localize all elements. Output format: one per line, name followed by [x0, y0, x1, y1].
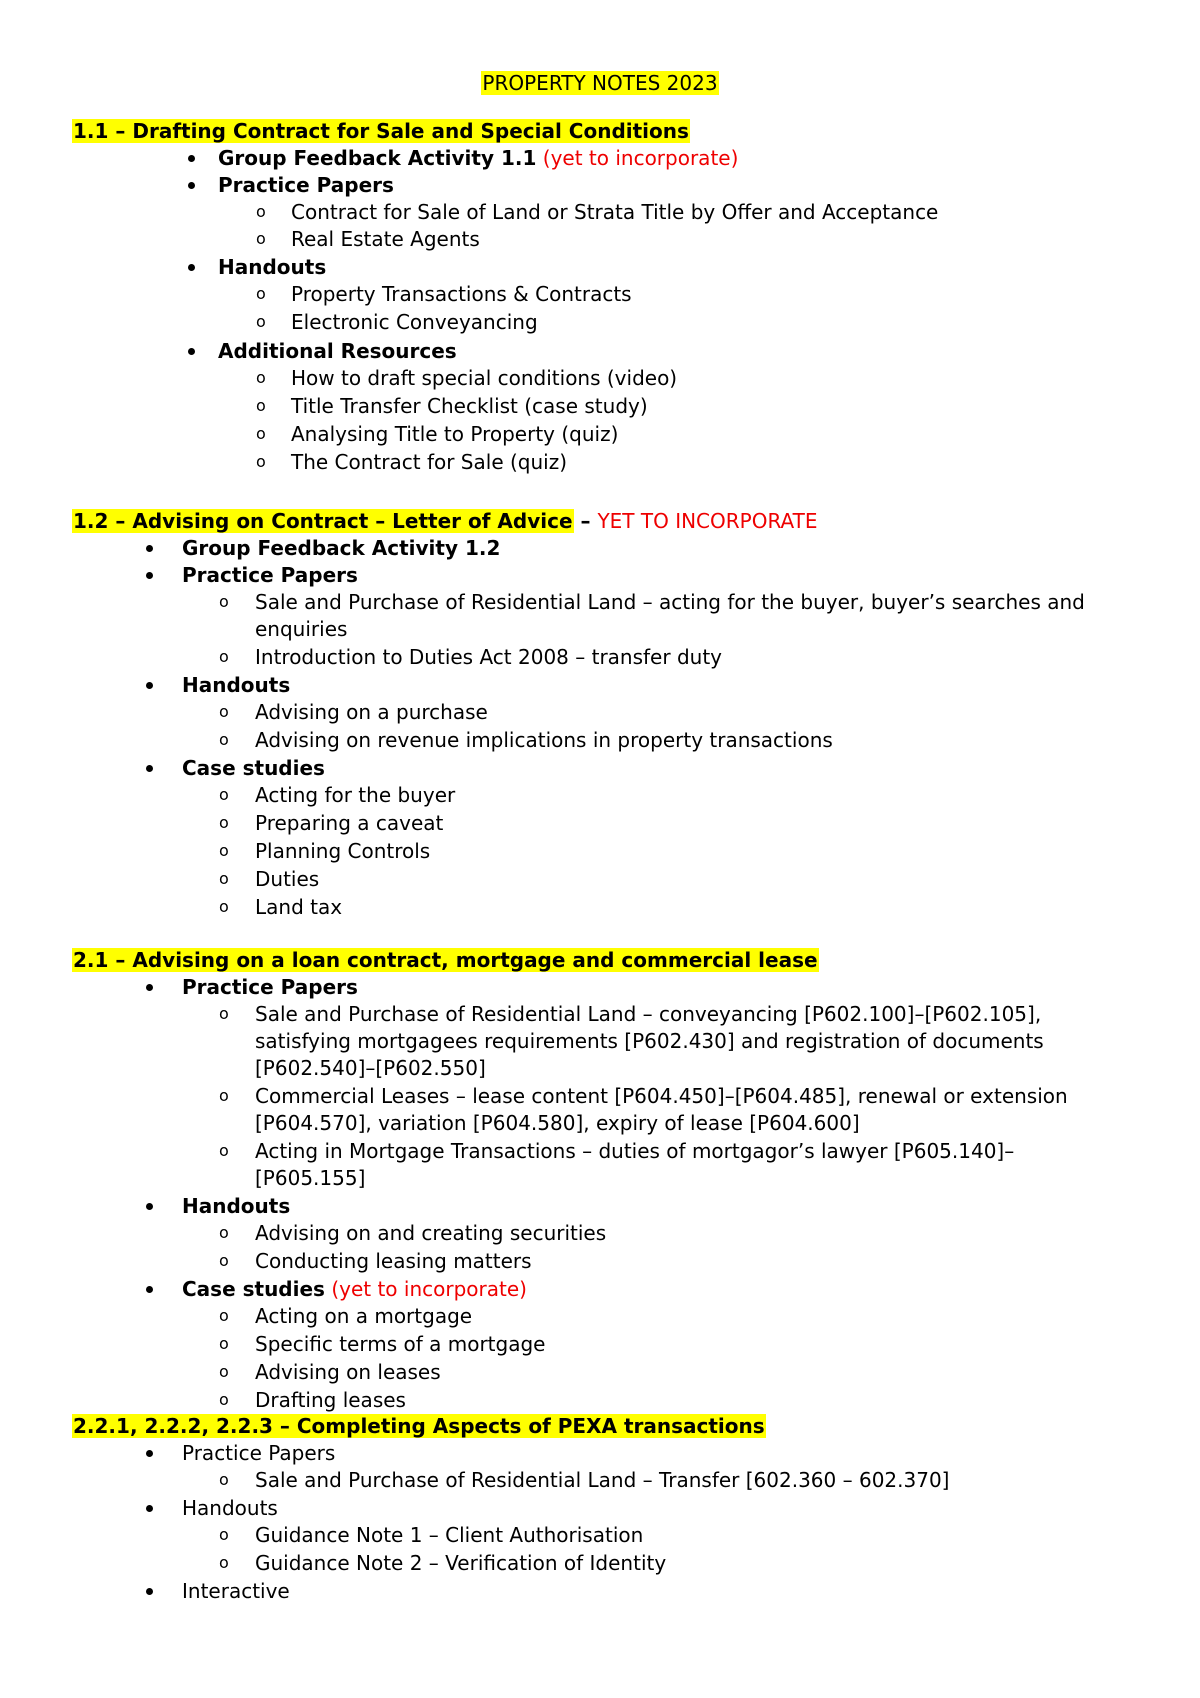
sub-item: Title Transfer Checklist (case study) [291, 394, 648, 418]
circle-bullet-icon: o [256, 396, 266, 415]
section-heading [72, 118, 690, 144]
circle-bullet-icon: o [219, 1470, 229, 1489]
status-note: (yet to incorporate) [542, 146, 739, 170]
list-item: Practice Papers [182, 563, 358, 587]
list-item: Additional Resources [218, 339, 457, 363]
section-heading-text: 1.2 – Advising on Contract – Letter of Advice [73, 509, 573, 533]
sub-item: Advising on leases [255, 1360, 441, 1384]
list-item: Practice Papers [218, 173, 394, 197]
circle-bullet-icon: o [219, 813, 229, 832]
sub-item-continued: [P604.570], variation [P604.580], expiry of lease [P604.600] [255, 1111, 860, 1135]
list-item: Interactive [182, 1579, 290, 1603]
status-note: (yet to incorporate) [331, 1277, 527, 1301]
circle-bullet-icon: o [219, 1525, 229, 1544]
sub-item: The Contract for Sale (quiz) [291, 450, 568, 474]
sub-item: Contract for Sale of Land or Strata Title by Offer and Acceptance [291, 200, 939, 224]
circle-bullet-icon: o [256, 229, 266, 248]
sub-item: Land tax [255, 895, 343, 919]
sub-item: Electronic Conveyancing [291, 310, 538, 334]
list-item: Practice Papers [182, 1441, 336, 1465]
sub-item-continued: [P602.540]–[P602.550] [255, 1056, 486, 1080]
doc-title: PROPERTY NOTES 2023 [482, 71, 718, 95]
sub-item: Sale and Purchase of Residential Land – Transfer [602.360 – 602.370] [255, 1468, 950, 1492]
circle-bullet-icon: o [219, 785, 229, 804]
sub-item: Real Estate Agents [291, 227, 480, 251]
sub-item: Planning Controls [255, 839, 431, 863]
bullet-icon [146, 1203, 153, 1210]
list-item: Group Feedback Activity 1.2 [182, 536, 501, 560]
list-item: Handouts [218, 255, 327, 279]
section-heading [72, 1413, 766, 1439]
sub-item: Conducting leasing matters [255, 1249, 532, 1273]
sub-item: Guidance Note 1 – Client Authorisation [255, 1523, 644, 1547]
list-item: Handouts [182, 1194, 291, 1218]
circle-bullet-icon: o [256, 368, 266, 387]
bullet-icon [146, 572, 153, 579]
bullet-icon [146, 1505, 153, 1512]
bullet-icon [188, 155, 195, 162]
list-item-label: Group Feedback Activity 1.1 [218, 146, 537, 170]
bullet-icon [146, 1588, 153, 1595]
doc-title-row [0, 70, 1200, 96]
sub-item: Property Transactions & Contracts [291, 282, 632, 306]
circle-bullet-icon: o [219, 702, 229, 721]
circle-bullet-icon: o [219, 1251, 229, 1270]
status-note: YET TO INCORPORATE [597, 509, 818, 533]
section-heading-text: 2.2.1, 2.2.2, 2.2.3 – Completing Aspects of PEXA transactions [73, 1414, 765, 1438]
bullet-icon [146, 545, 153, 552]
bullet-icon [188, 264, 195, 271]
sub-item: Duties [255, 867, 320, 891]
sub-item: Specific terms of a mortgage [255, 1332, 546, 1356]
circle-bullet-icon: o [219, 730, 229, 749]
sub-item: Analysing Title to Property (quiz) [291, 422, 619, 446]
sub-item: Advising on a purchase [255, 700, 488, 724]
circle-bullet-icon: o [256, 452, 266, 471]
bullet-icon [146, 1450, 153, 1457]
circle-bullet-icon: o [256, 424, 266, 443]
list-item-label: Case studies [182, 1277, 325, 1301]
circle-bullet-icon: o [256, 202, 266, 221]
list-item: Handouts [182, 1496, 278, 1520]
bullet-icon [188, 182, 195, 189]
sub-item: Guidance Note 2 – Verification of Identity [255, 1551, 667, 1575]
sub-item: Advising on revenue implications in property transactions [255, 728, 833, 752]
circle-bullet-icon: o [219, 1334, 229, 1353]
sub-item: Commercial Leases – lease content [P604.450]–[P604.485], renewal or extension [255, 1084, 1068, 1108]
sub-item: How to draft special conditions (video) [291, 366, 678, 390]
circle-bullet-icon: o [219, 897, 229, 916]
bullet-icon [146, 984, 153, 991]
circle-bullet-icon: o [219, 1141, 229, 1160]
list-item: Practice Papers [182, 975, 358, 999]
bullet-icon [188, 348, 195, 355]
circle-bullet-icon: o [256, 284, 266, 303]
list-item [182, 1276, 527, 1302]
sub-item: Acting for the buyer [255, 783, 456, 807]
sub-item: Introduction to Duties Act 2008 – transfer duty [255, 645, 722, 669]
bullet-icon [146, 1286, 153, 1293]
bullet-icon [146, 682, 153, 689]
circle-bullet-icon: o [219, 1004, 229, 1023]
sub-item: Acting in Mortgage Transactions – duties of mortgagor’s lawyer [P605.140]– [255, 1139, 1015, 1163]
circle-bullet-icon: o [219, 1086, 229, 1105]
bullet-icon [146, 765, 153, 772]
circle-bullet-icon: o [219, 1390, 229, 1409]
sub-item: Sale and Purchase of Residential Land – conveyancing [P602.100]–[P602.105], [255, 1002, 1042, 1026]
circle-bullet-icon: o [219, 592, 229, 611]
sub-item: Preparing a caveat [255, 811, 444, 835]
circle-bullet-icon: o [256, 312, 266, 331]
section-heading [72, 947, 819, 973]
sub-item: Drafting leases [255, 1388, 406, 1412]
section-heading-text: 2.1 – Advising on a loan contract, mortgage and commercial lease [73, 948, 818, 972]
sub-item: Sale and Purchase of Residential Land – acting for the buyer, buyer’s searches and [255, 590, 1085, 614]
sub-item-continued: enquiries [255, 617, 348, 641]
circle-bullet-icon: o [219, 1553, 229, 1572]
list-item: Handouts [182, 673, 291, 697]
sub-item-continued: [P605.155] [255, 1166, 366, 1190]
sub-item: Advising on and creating securities [255, 1221, 607, 1245]
circle-bullet-icon: o [219, 841, 229, 860]
section-heading-text: 1.1 – Drafting Contract for Sale and Special Conditions [73, 119, 689, 143]
circle-bullet-icon: o [219, 1362, 229, 1381]
circle-bullet-icon: o [219, 647, 229, 666]
list-item [218, 145, 738, 171]
heading-dash: – [573, 509, 598, 533]
sub-item-continued: satisfying mortgagees requirements [P602.430] and registration of documents [255, 1029, 1044, 1053]
list-item: Case studies [182, 756, 325, 780]
section-heading [72, 508, 818, 534]
circle-bullet-icon: o [219, 869, 229, 888]
sub-item: Acting on a mortgage [255, 1304, 473, 1328]
circle-bullet-icon: o [219, 1306, 229, 1325]
circle-bullet-icon: o [219, 1223, 229, 1242]
